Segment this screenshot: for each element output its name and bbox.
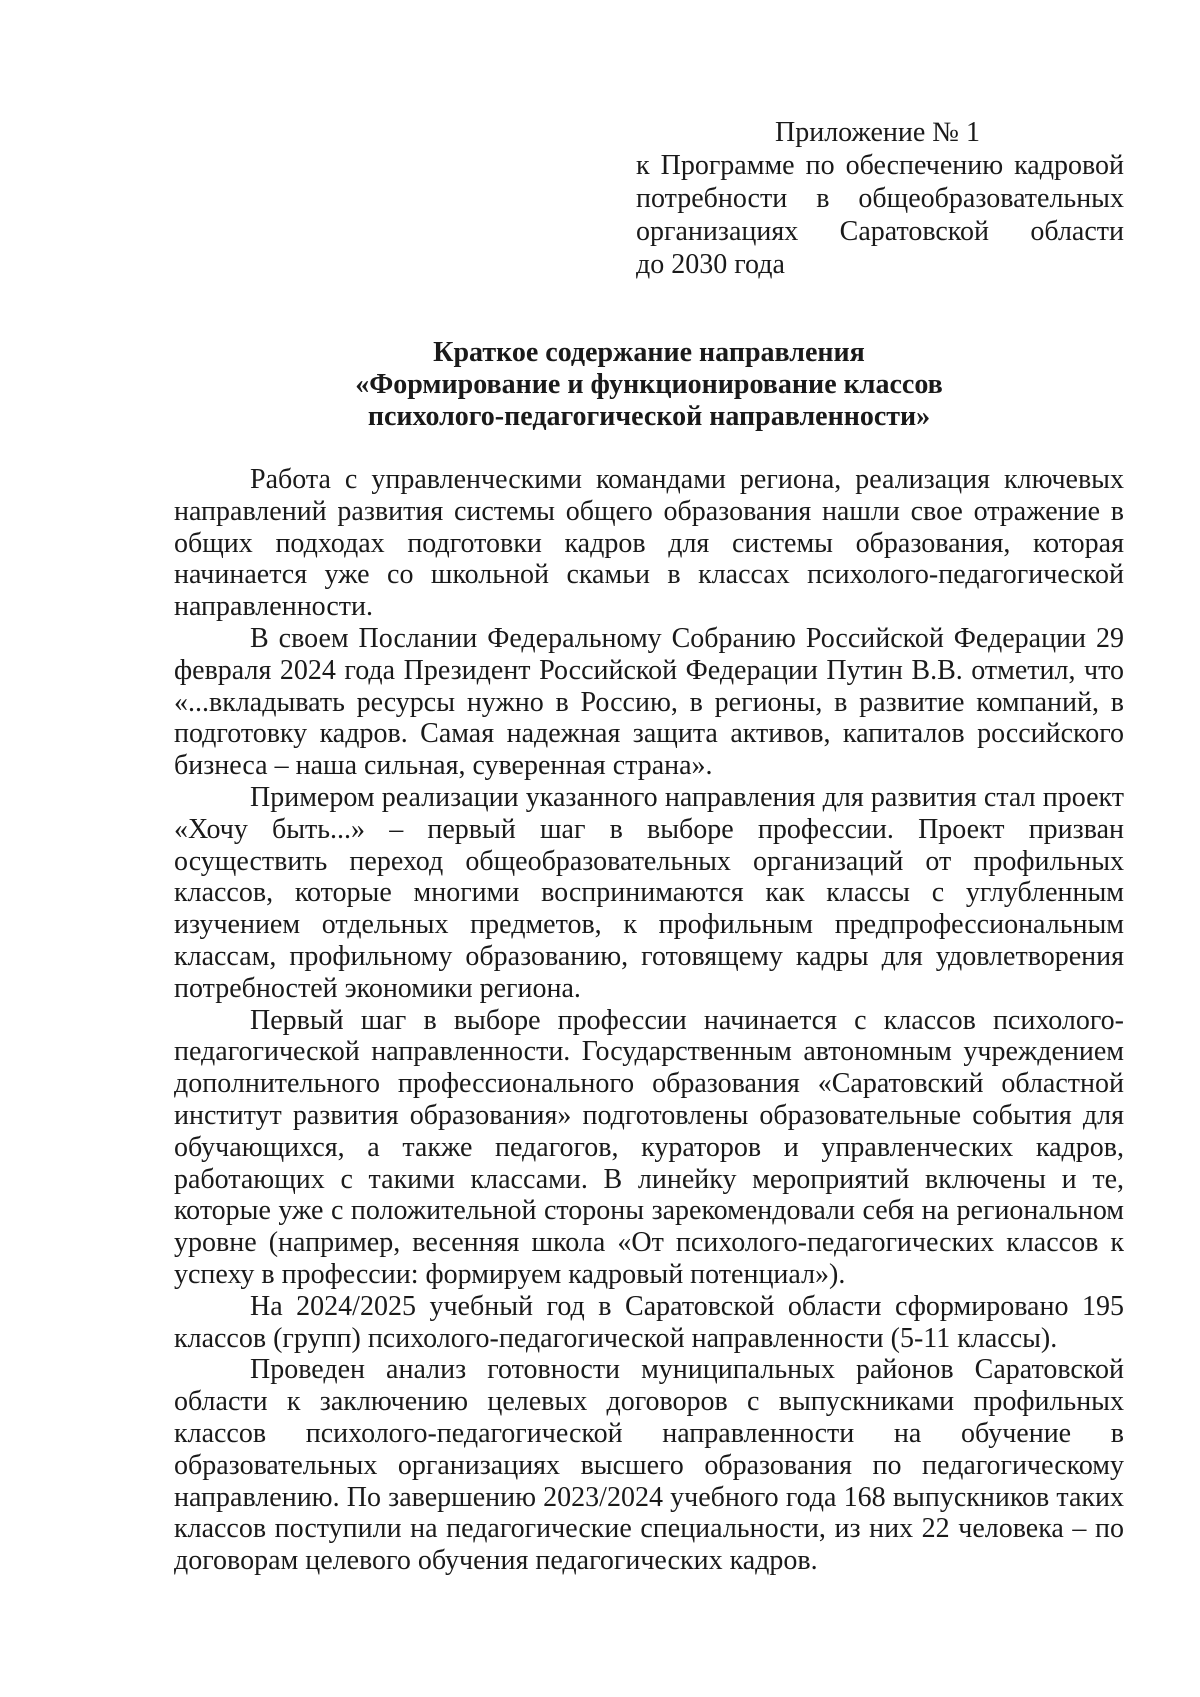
document-body <box>174 464 1124 1577</box>
appendix-title: Приложение № 1 <box>775 117 980 148</box>
appendix-line: потребности в общеобразовательных <box>636 183 1124 214</box>
appendix-line: к Программе по обеспечению кадровой <box>636 150 1124 181</box>
appendix-block <box>636 116 1124 281</box>
heading-line: Краткое содержание направления <box>433 337 865 368</box>
body-paragraph: На 2024/2025 учебный год в Саратовской области сформировано 195 классов (групп) психолого-педагогической направленности (5-11 классы). <box>174 1290 1124 1354</box>
heading-line: психолого-педагогической направленности» <box>367 401 931 432</box>
body-paragraph: Работа с управленческими командами региона, реализация ключевых направлений развития системы общего образования нашли свое отражение в общих подходах подготовки кадров для системы образования, которая начинается уже со школьной скамьи в классах психолого-педагогической направленности. <box>174 464 1124 623</box>
body-paragraph: Примером реализации указанного направления для развития стал проект «Хочу быть...» – первый шаг в выборе профессии. Проект призван осуществить переход общеобразовательных организаций от профильных классов, которые многими воспринимаются как классы с углубленным изучением отдельных предметов, к профильным предпрофессиональным классам, профильному образованию, готовящему кадры для удовлетворения потребностей экономики региона. <box>174 781 1124 1004</box>
body-paragraph: Первый шаг в выборе профессии начинается с классов психолого-педагогической направленности. Государственным автономным учреждением дополнительного профессионального образования «Саратовский областной институт развития образования» подготовлены образовательные события для обучающихся, а также педагогов, кураторов и управленческих кадров, работающих с такими классами. В линейку мероприятий включены и те, которые уже с положительной стороны зарекомендовали себя на региональном уровне (например, весенняя школа «От психолого-педагогических классов к успеху в профессии: формируем кадровый потенциал»). <box>174 1004 1124 1290</box>
appendix-line: до 2030 года <box>636 249 785 280</box>
body-paragraph: Проведен анализ готовности муниципальных районов Саратовской области к заключению целевых договоров с выпускниками профильных классов психолого-педагогической направленности на обучение в образовательных организациях высшего образования по педагогическому направлению. По завершению 2023/2024 учебного года 168 выпускников таких классов поступили на педагогические специальности, из них 22 человека – по договорам целевого обучения педагогических кадров. <box>174 1354 1124 1577</box>
body-paragraph: В своем Послании Федеральному Собранию Российской Федерации 29 февраля 2024 года Президент Российской Федерации Путин В.В. отметил, что «...вкладывать ресурсы нужно в Россию, в регионы, в развитие компаний, в подготовку кадров. Самая надежная защита активов, капиталов российского бизнеса – наша сильная, суверенная страна». <box>174 622 1124 782</box>
appendix-line: организациях Саратовской области <box>636 216 1124 247</box>
heading-line: «Формирование и функционирование классов <box>355 369 943 400</box>
document-heading <box>174 337 1124 433</box>
